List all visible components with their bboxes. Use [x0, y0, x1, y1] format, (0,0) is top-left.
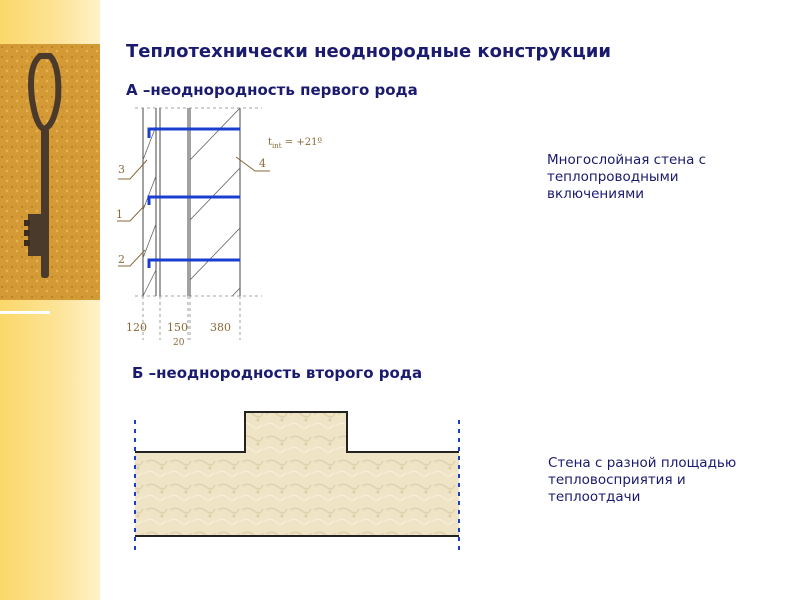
- section-a-heading: А –неоднородность первого рода: [126, 81, 418, 99]
- wall-body: [135, 412, 459, 536]
- key-photo: [0, 44, 100, 300]
- band-stripe: [0, 311, 50, 314]
- temperature-label: $t_{int}$ = +21º: [268, 137, 323, 150]
- callout-2: 2: [118, 253, 125, 266]
- insulation-hatching: [190, 108, 240, 340]
- dimension-120: 120: [126, 321, 147, 334]
- wall-layer-lines: [143, 108, 240, 296]
- dimension-380: 380: [210, 321, 231, 334]
- description-a: Многослойная стена с теплопроводными включениями: [547, 152, 707, 202]
- callout-1: 1: [116, 208, 123, 221]
- conductive-inclusions: [149, 129, 240, 268]
- inclusion-middle: [149, 197, 240, 205]
- callout-leaders: [117, 157, 270, 266]
- section-b-heading: Б –неоднородность второго рода: [132, 364, 423, 382]
- layer-hatching: [143, 126, 156, 296]
- callout-3: 3: [118, 163, 125, 176]
- dimension-20: 20: [173, 338, 185, 348]
- wall-diagram-a: [110, 100, 360, 355]
- extension-lines: [135, 108, 262, 340]
- inclusion-top: [149, 129, 240, 138]
- page-title: Теплотехнически неоднородные конструкции: [126, 41, 611, 62]
- dimension-150: 150: [167, 321, 188, 334]
- inclusion-bottom: [149, 260, 240, 268]
- description-b: Стена с разной площадью тепловосприятия и теплоотдачи: [548, 455, 737, 505]
- callout-4: 4: [259, 157, 266, 170]
- wall-diagram-b: [120, 400, 470, 555]
